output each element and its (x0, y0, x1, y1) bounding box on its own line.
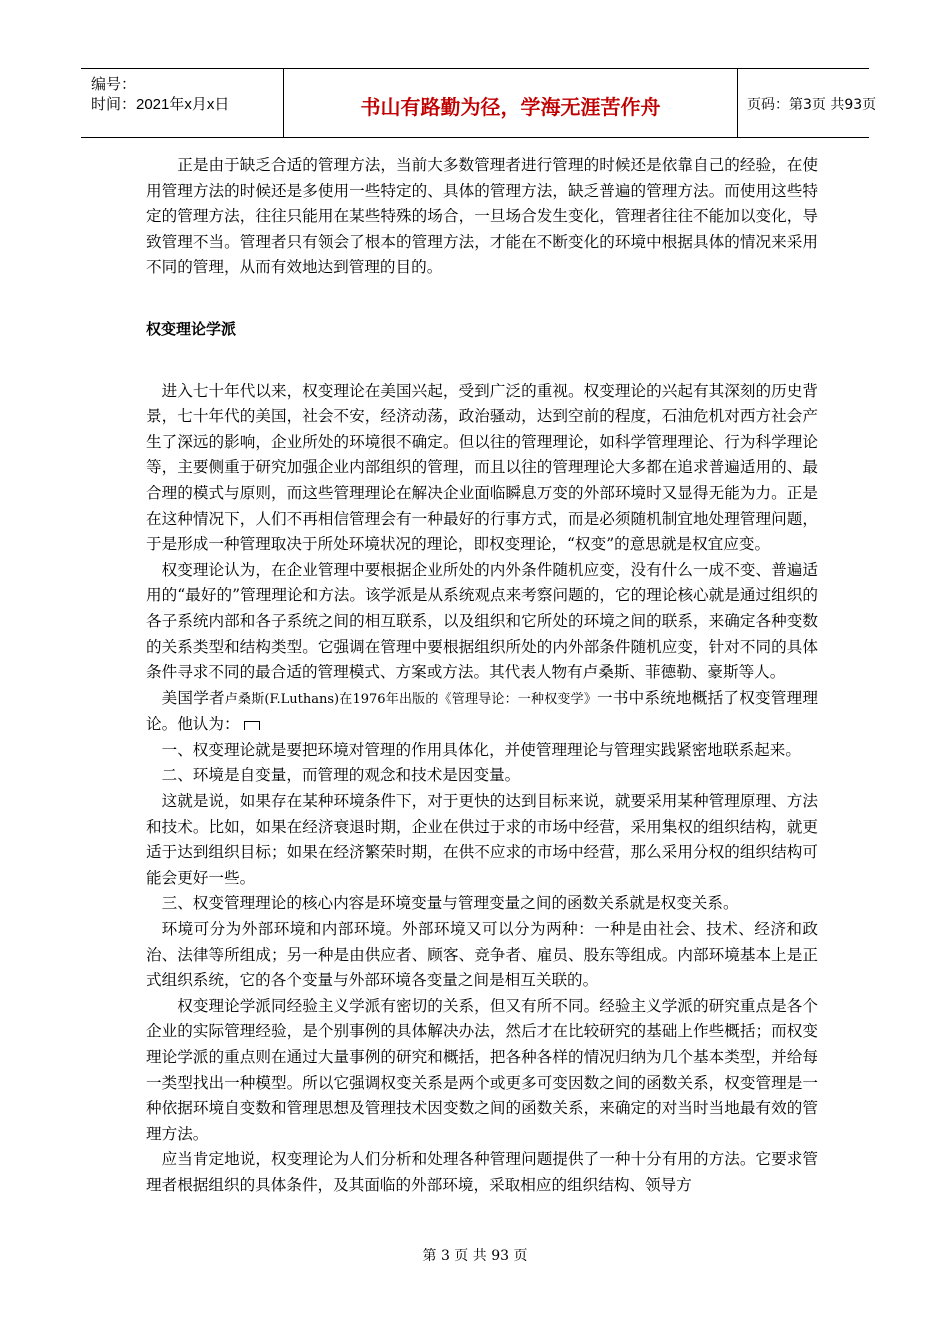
document-body (146, 153, 818, 1199)
body-paragraph: 应当肯定地说，权变理论为人们分析和处理各种管理问题提供了一种十分有用的方法。它要求管理者根据组织的具体条件，及其面临的外部环境，采取相应的组织结构、领导方 (146, 1150, 818, 1194)
body-paragraph: 环境可分为外部环境和内部环境。外部环境又可以分为两种：一种是由社会、技术、经济和政治、法律等所组成；另一种是由供应者、顾客、竞争者、雇员、股东等组成。内部环境基本上是正式组织系统，它的各个变量与外部环境各变量之间是相互关联的。 (146, 920, 818, 990)
document-number-label: 编号： (91, 76, 137, 93)
text-cursor-icon (244, 721, 260, 730)
header-motto: 书山有路勤为径，学海无涯苦作舟 (360, 95, 661, 119)
body-paragraph: 正是由于缺乏合适的管理方法，当前大多数管理者进行管理的时候还是依靠自己的经验，在使用管理方法的时候还是多使用一些特定的、具体的管理方法，缺乏普遍的管理方法。而使用这些特定的管理方法，往往只能用在某些特殊的场合，一旦场合发生变化，管理者往往不能加以变化，导致管理不当。管理者只有领会了根本的管理方法，才能在不断变化的环境中根据具体的情况来采用不同的管理，从而有效地达到管理的目的。 (146, 156, 818, 277)
body-paragraph: 这就是说，如果存在某种环境条件下，对于更快的达到目标来说，就要采用某种管理原理、方法和技术。比如，如果在经济衰退时期，企业在供过于求的市场中经营，采用集权的组织结构，就更适于达到组织目标；如果在经济繁荣时期，在供不应求的市场中经营，那么采用分权的组织结构可能会更好一些。 (146, 792, 818, 887)
paragraph-text: 美国学者 (161, 688, 225, 707)
header-meta-cell (81, 69, 283, 137)
body-paragraph: 二、环境是自变量，而管理的观念和技术是因变量。 (161, 766, 521, 785)
page-footer: 第 3 页 共 93 页 (422, 1248, 528, 1264)
document-date-label: 时间：2021年x月x日 (91, 96, 230, 113)
header-motto-cell (283, 69, 738, 137)
body-paragraph: 权变理论认为，在企业管理中要根据企业所处的内外条件随机应变，没有什么一成不变、普遍适用的“最好的”管理理论和方法。该学派是从系统观点来考察问题的，它的理论核心就是通过组织的各子系统内部和各子系统之间的相互联系，以及组织和它所处的环境之间的联系，来确定各种变数的关系类型和结构类型。它强调在管理中要根据组织所处的内外部条件随机应变，针对不同的具体条件寻求不同的最合适的管理模式、方案或方法。其代表人物有卢桑斯、菲德勒、豪斯等人。 (146, 560, 818, 682)
paragraph-text: 卢桑斯(F.Luthans)在1976年出版的《管理导论：一种权变学》 (224, 691, 598, 707)
header-page-cell (737, 69, 877, 137)
page-header (81, 68, 877, 138)
header-page-number: 页码：第3页 共93页 (747, 97, 877, 113)
body-paragraph: 进入七十年代以来，权变理论在美国兴起，受到广泛的重视。权变理论的兴起有其深刻的历史背景，七十年代的美国，社会不安，经济动荡，政治骚动，达到空前的程度，石油危机对西方社会产生了深远的影响，企业所处的环境很不确定。但以往的管理理论，如科学管理理论、行为科学理论等，主要侧重于研究加强企业内部组织的管理，而且以往的管理理论大多都在追求普遍适用的、最合理的模式与原则，而这些管理理论在解决企业面临瞬息万变的外部环境时又显得无能为力。正是在这种情况下，人们不再相信管理会有一种最好的行事方式，而是必须随机制宜地处理管理问题，于是形成一种管理取决于所处环境状况的理论，即权变理论，“权变”的意思就是权宜应变。 (146, 381, 818, 554)
paragraph-text: 一书中系统地概括了权变管理理论。他认为： (146, 688, 818, 734)
section-heading: 权变理论学派 (146, 319, 237, 338)
body-paragraph: 权变理论学派同经验主义学派有密切的关系，但又有所不同。经验主义学派的研究重点是各个企业的实际管理经验，是个别事例的具体解决办法，然后才在比较研究的基础上作些概括；而权变理论学派的重点则在通过大量事例的研究和概括，把各种各样的情况归纳为几个基本类型，并给每一类型找出一种模型。所以它强调权变关系是两个或更多可变因数之间的函数关系，权变管理是一种依据环境自变数和管理思想及管理技术因变数之间的函数关系，来确定的对当时当地最有效的管理方法。 (146, 996, 818, 1143)
body-paragraph: 三、权变管理理论的核心内容是环境变量与管理变量之间的函数关系就是权变关系。 (161, 894, 739, 913)
body-paragraph (146, 686, 818, 738)
body-paragraph: 一、权变理论就是要把环境对管理的作用具体化，并使管理理论与管理实践紧密地联系起来。 (161, 740, 801, 759)
